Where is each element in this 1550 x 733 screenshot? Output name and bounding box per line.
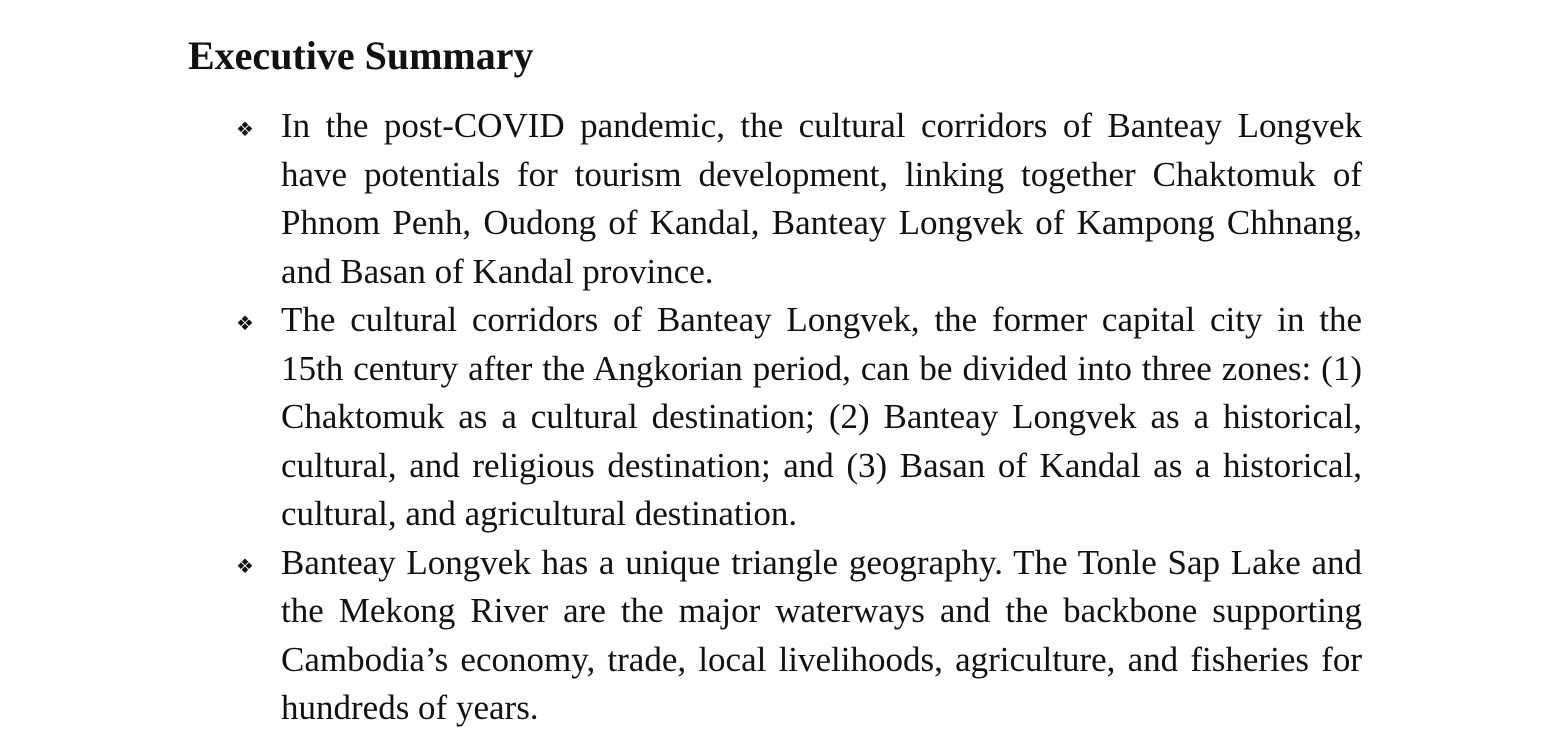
bullet-item bbox=[236, 296, 1362, 539]
bullet-item bbox=[236, 102, 1362, 296]
section-heading: Executive Summary bbox=[188, 33, 534, 78]
diamond-bullet-icon: ❖ bbox=[236, 311, 254, 335]
diamond-bullet-icon: ❖ bbox=[236, 553, 254, 578]
bullet-text: In the post-COVID pandemic, the cultural corridors of Banteay Longvek have potentials for tourism development, linking together Chaktomuk of Phnom Penh, Oudong of Kandal, Banteay Longvek of Kampong Chhnang, and Basan of Kandal province. bbox=[281, 106, 1362, 291]
bullet-item bbox=[236, 539, 1362, 733]
bullet-text: The cultural corridors of Banteay Longvek, the former capital city in the 15th century after the Angkorian period, can be divided into three zones: (1) Chaktomuk as a cultural destination; (2) Banteay Longvek as a historical, cultural, and religious destination; and (3) Basan of Kandal as a historical, cultural, and agricultural destination. bbox=[281, 300, 1362, 533]
bullet-text: Banteay Longvek has a unique triangle geography. The Tonle Sap Lake and the Mekong River are the major waterways and the backbone supporting Cambodia’s economy, trade, local livelihoods, agriculture, and fisheries for hundreds of years. bbox=[281, 542, 1362, 727]
diamond-bullet-icon: ❖ bbox=[236, 117, 254, 141]
bullet-list bbox=[236, 102, 1362, 733]
